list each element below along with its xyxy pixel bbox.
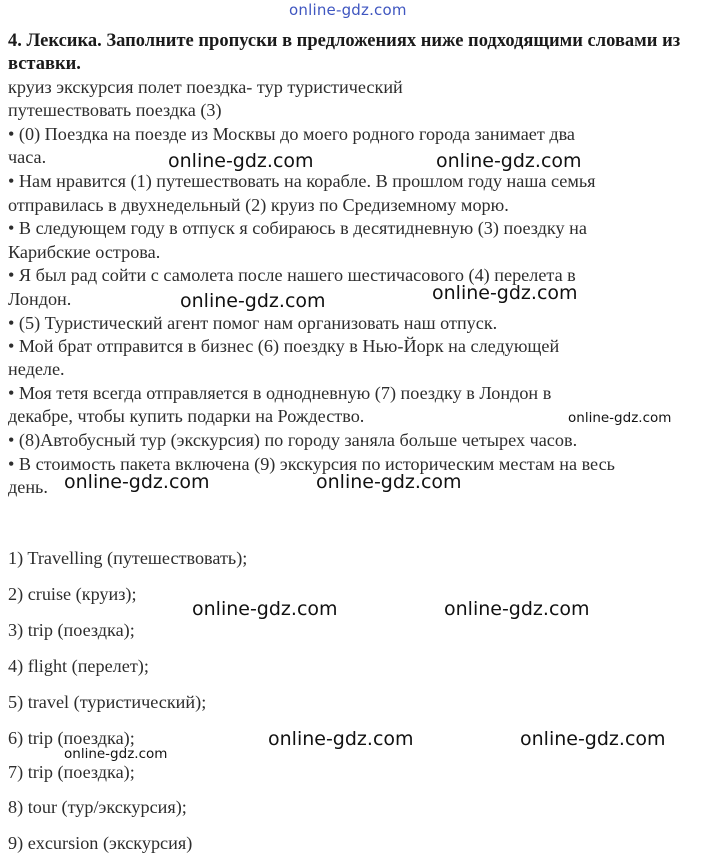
watermark: online-gdz.com xyxy=(432,282,578,304)
answer-item: 2) cruise (круиз); xyxy=(8,584,137,604)
text-line: Лондон. xyxy=(8,289,72,309)
watermark: online-gdz.com xyxy=(316,471,462,493)
answer-item: 4) flight (перелет); xyxy=(8,656,149,676)
text-line: круиз экскурсия полет поездка- тур туристический xyxy=(8,77,403,97)
watermark: online-gdz.com xyxy=(168,150,314,172)
watermark: online-gdz.com xyxy=(192,598,338,620)
watermark: online-gdz.com xyxy=(444,598,590,620)
text-line: • Я был рад сойти с самолета после нашего шестичасового (4) перелета в xyxy=(8,265,576,285)
watermark: online-gdz.com xyxy=(180,290,326,312)
text-line: • (5) Туристический агент помог нам организовать наш отпуск. xyxy=(8,313,498,333)
watermark: online-gdz.com xyxy=(64,746,168,762)
text-line: • (0) Поездка на поезде из Москвы до моего родного города занимает два xyxy=(8,124,576,144)
text-line: • Моя тетя всегда отправляется в однодневную (7) поездку в Лондон в xyxy=(8,383,552,403)
top-watermark: online-gdz.com xyxy=(289,1,407,19)
answer-item: 9) excursion (экскурсия) xyxy=(8,833,193,853)
answer-item: 5) travel (туристический); xyxy=(8,692,207,712)
watermark: online-gdz.com xyxy=(268,728,414,750)
text-line: день. xyxy=(8,477,48,497)
text-line: путешествовать поездка (3) xyxy=(8,100,222,120)
text-line: • Нам нравится (1) путешествовать на корабле. В прошлом году наша семья xyxy=(8,171,596,191)
answer-item: 3) trip (поездка); xyxy=(8,620,135,640)
text-line: • (8)Автобусный тур (экскурсия) по городу заняла больше четырех часов. xyxy=(8,430,578,450)
answer-item: 1) Travelling (путешествовать); xyxy=(8,548,248,568)
watermark: online-gdz.com xyxy=(520,728,666,750)
text-line: • В стоимость пакета включена (9) экскурсия по историческим местам на весь xyxy=(8,454,615,474)
answer-item: 7) trip (поездка); xyxy=(8,762,135,782)
text-line: отправилась в двухнедельный (2) круиз по Средиземному морю. xyxy=(8,195,509,215)
text-line: часа. xyxy=(8,147,47,167)
answer-item: 6) trip (поездка); xyxy=(8,728,135,748)
watermark: online-gdz.com xyxy=(568,410,672,426)
text-line: неделе. xyxy=(8,359,65,379)
answer-item: 8) tour (тур/экскурсия); xyxy=(8,797,187,817)
exercise-heading: 4. Лексика. Заполните пропуски в предложениях ниже подходящими словами из вставки. xyxy=(8,31,681,74)
text-line: • В следующем году в отпуск я собираюсь в десятидневную (3) поездку на xyxy=(8,218,587,238)
watermark: online-gdz.com xyxy=(436,150,582,172)
watermark: online-gdz.com xyxy=(64,471,210,493)
text-line: Карибские острова. xyxy=(8,242,161,262)
text-line: декабре, чтобы купить подарки на Рождество. xyxy=(8,406,365,426)
text-line: • Мой брат отправится в бизнес (6) поездку в Нью-Йорк на следующей xyxy=(8,336,560,356)
